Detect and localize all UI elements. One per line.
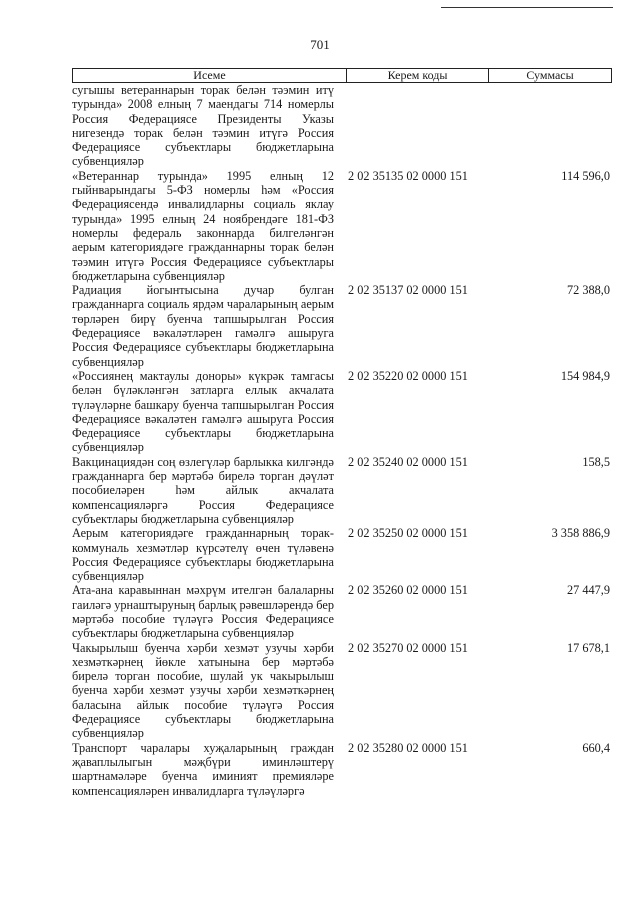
header-name: Исеме bbox=[73, 69, 347, 82]
table-row bbox=[72, 369, 612, 455]
header-code: Керем коды bbox=[347, 69, 489, 82]
row-sum: 17 678,1 bbox=[566, 640, 610, 655]
row-name: Ата-ана каравыннан мәхрүм ителгән балаларны гаиләгә урнаштыруның барлық рәвешләрендә бер мәртәбә пособие түләүгә Россия Федерациясе субъектлары бюджетларына субвенцияләр bbox=[72, 583, 335, 641]
table-row bbox=[72, 455, 612, 526]
page-number: 701 bbox=[310, 37, 330, 52]
row-code: 2 02 35250 02 0000 151 bbox=[348, 526, 468, 541]
row-sum: 114 596,0 bbox=[561, 168, 610, 183]
row-name: Аерым категориядәге гражданнарның торак-коммуналь хезмәтләр күрсәтелү өчен түләвенә Россия Федерациясе субъектлары бюджетларына субвенцияләр bbox=[72, 526, 334, 584]
row-code: 2 02 35270 02 0000 151 bbox=[348, 640, 468, 655]
row-name: «Россиянең мактаулы доноры» күкрәк тамгасы белән бүләкләнгән затларга еллык акчалата түләүләрне башкару буенча тапшырылган Россия Федерациясе вәкаләтен гамәлгә ашыруга Россия Федерациясе субъектлары бюджетларына субвенцияләр bbox=[72, 368, 334, 455]
row-sum: 660,4 bbox=[582, 740, 610, 755]
row-code: 2 02 35220 02 0000 151 bbox=[348, 368, 468, 383]
row-code: 2 02 35260 02 0000 151 bbox=[348, 583, 468, 598]
row-name: «Ветераннар турында» 1995 елның 12 гыйнварындагы 5-ФЗ номерлы һәм «Россия Федерациясендә инвалидларны социаль яклау турында» 1995 елның 24 ноябрендәге 181-ФЗ номерлы федераль законнарда билгеләнгән аерым категориядәге гражданнарны торак белән тәэмин итүгә Россия Федерациясе субъектлары бюджетларына субвенцияләр bbox=[72, 168, 334, 283]
top-rule bbox=[441, 7, 613, 8]
table-row bbox=[72, 526, 612, 583]
table-row bbox=[72, 169, 612, 283]
row-name: Вакцинациядән соң өзлегүләр барлыкка килгәндә гражданнарга бер мәртәбә бирелә торган дәүләт пособиеләрен һәм айлык акчалата компенсацияләргә Россия Федерациясе субъектлары бюджетларына субвенцияләр bbox=[72, 454, 334, 526]
table-row bbox=[72, 83, 612, 169]
header-sum: Суммасы bbox=[526, 68, 574, 82]
table-row bbox=[72, 641, 612, 741]
row-sum: 72 388,0 bbox=[566, 283, 610, 298]
row-sum: 3 358 886,9 bbox=[551, 526, 610, 541]
table-header bbox=[72, 68, 612, 83]
row-name: Чакырылыш буенча хәрби хезмәт узучы хәрби хезмәткәрнең йөкле хатынына бер мәртәбә бирелә торган пособие, шулай ук чакырылыш буенча хәрби хезмәт узучы хәрби хезмәткәрнең баласына айлык пособие түләүгә Россия Федерациясе субъектлары бюджетларына субвенцияләр bbox=[72, 640, 334, 741]
table-row bbox=[72, 283, 612, 369]
row-name: Транспорт чаралары хуҗаларының граждан җаваплылыгын мәҗбүри иминләштерү шартнамәләре буенча иминият премияләре компенсацияләрен инвалидларга түләүләргә bbox=[72, 740, 334, 798]
table-body bbox=[72, 83, 612, 798]
row-sum: 158,5 bbox=[582, 454, 610, 469]
table-row bbox=[72, 741, 612, 798]
table-row bbox=[72, 583, 612, 640]
row-sum: 154 984,9 bbox=[560, 368, 610, 383]
row-name: сугышы ветераннарын торак белән тәэмин итү турында» 2008 елның 7 маендагы 714 номерлы Россия Федерациясе Президенты Указы нигезендә торак белән тәэмин итүгә Россия Федерациясе субъектлары бюджетларына субвенцияләр bbox=[72, 83, 334, 169]
row-code: 2 02 35240 02 0000 151 bbox=[348, 454, 468, 469]
row-sum: 27 447,9 bbox=[566, 583, 610, 598]
row-code: 2 02 35135 02 0000 151 bbox=[348, 168, 468, 183]
row-code: 2 02 35137 02 0000 151 bbox=[348, 283, 468, 298]
row-name: Радиация йогынтысына дучар булган гражданнарга социаль ярдәм чараларының аерым төрләрен бирү буенча тапшырылган Россия Федерациясе вәкаләтләрен гамәлгә ашыруга Россия Федерациясе субъектлары бюджетларына субвенцияләр bbox=[72, 283, 334, 369]
row-code: 2 02 35280 02 0000 151 bbox=[348, 740, 468, 755]
